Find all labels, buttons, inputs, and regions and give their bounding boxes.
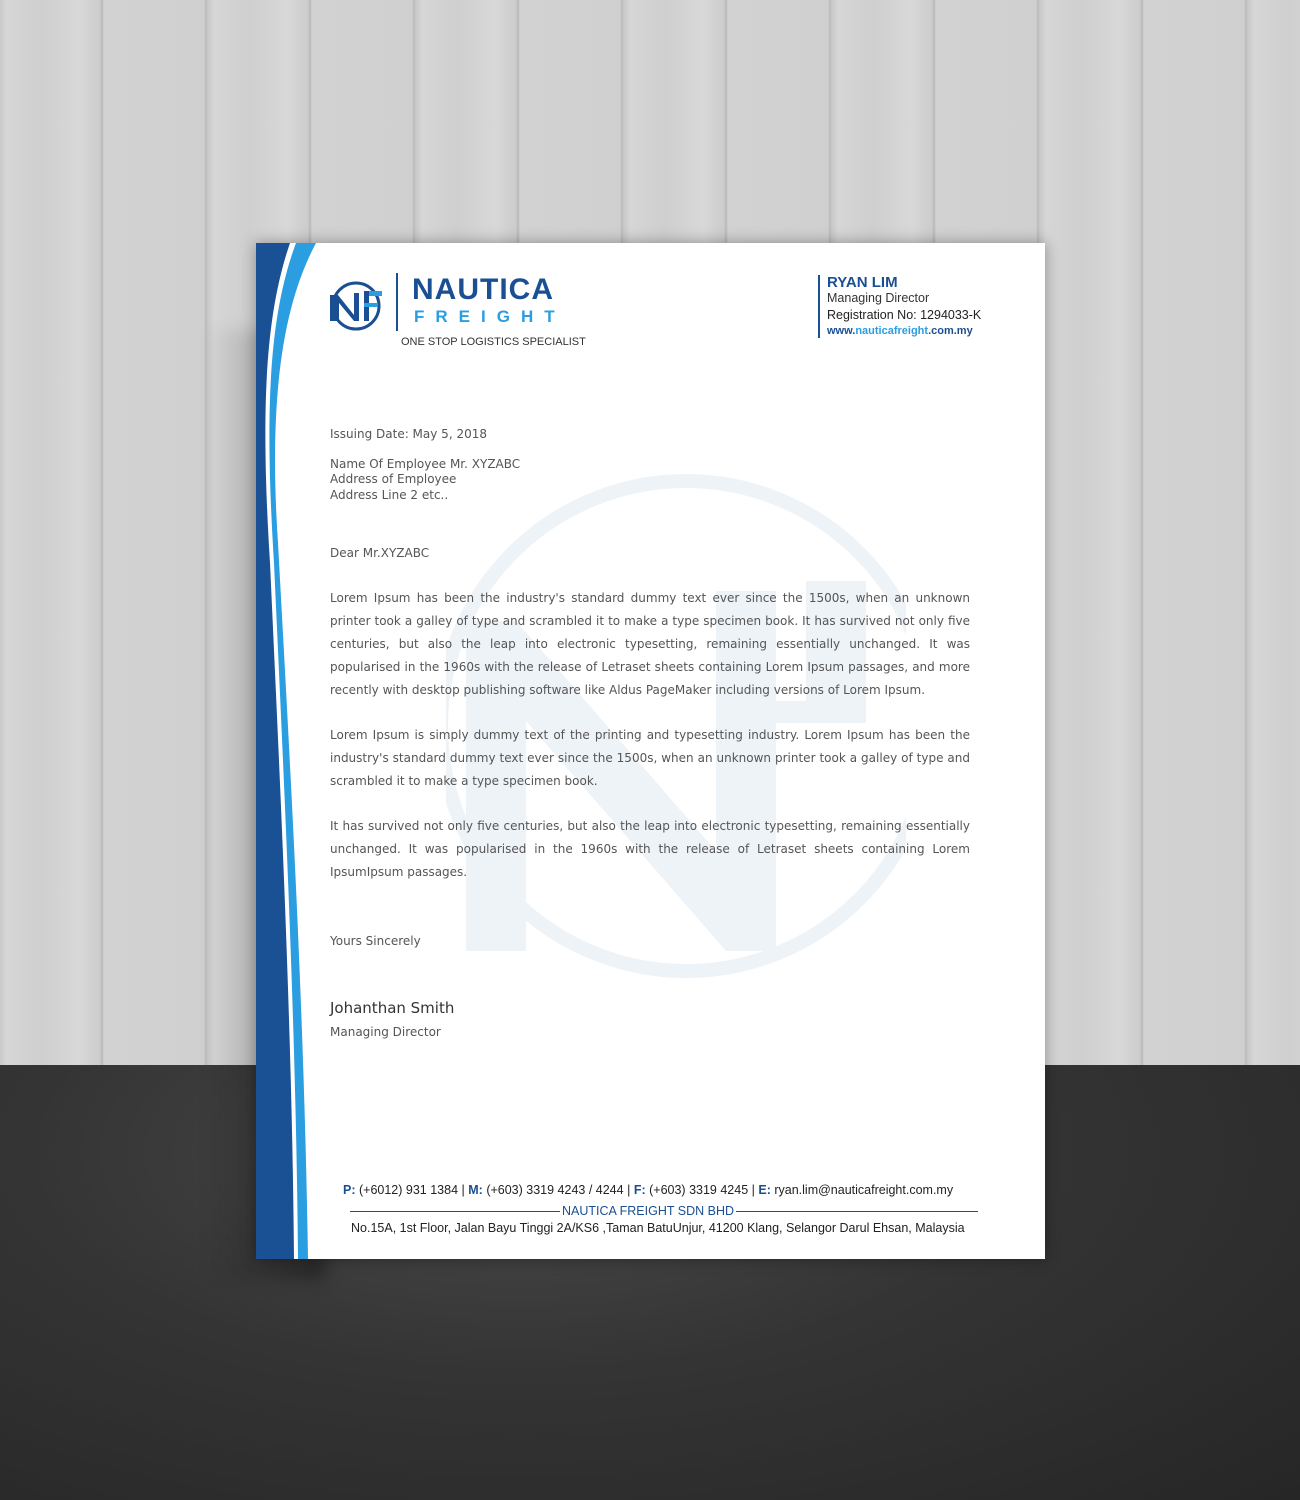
contact-role: Managing Director <box>827 291 930 305</box>
footer-address: No.15A, 1st Floor, Jalan Bayu Tinggi 2A/KS6 ,Taman BatuUnjur, 41200 Klang, Selangor Darul Ehsan, Malaysia <box>351 1221 965 1235</box>
website-suffix: .com.my <box>928 325 973 337</box>
separator: | <box>627 1183 631 1197</box>
fax-label: F: <box>633 1183 646 1197</box>
mobile-number: (+603) 3319 4243 / 4244 <box>486 1183 624 1197</box>
website-prefix: www. <box>827 325 856 337</box>
recipient-address-line-2: Address Line 2 etc.. <box>330 488 449 502</box>
letter-paragraph-1: Lorem Ipsum has been the industry's standard dummy text ever since the 1500s, when an unknown printer took a galley of type and scrambled it to make a type specimen book. It has survived not only five centuries, but also the leap into electronic typesetting, remaining essentially unchanged. It was popularised in the 1960s with the release of Letraset sheets containing Lorem Ipsum passages, and more recently with desktop publishing software like Aldus PageMaker including versions of Lorem Ipsum. <box>330 591 970 697</box>
separator: | <box>751 1183 755 1197</box>
separator: | <box>461 1183 465 1197</box>
side-wave-decoration <box>256 243 326 1259</box>
contact-name: RYAN LIM <box>827 274 898 291</box>
letterhead-page <box>256 243 1045 1259</box>
footer-rule-right <box>736 1211 978 1212</box>
issuing-date: Issuing Date: May 5, 2018 <box>330 427 487 441</box>
nf-logo-icon <box>326 281 386 331</box>
closing: Yours Sincerely <box>330 934 421 948</box>
recipient-address: Address of Employee <box>330 472 457 486</box>
website-domain: nauticafreight <box>855 325 929 337</box>
brand-subname: FREIGHT <box>414 307 566 326</box>
website-link[interactable] <box>827 324 981 338</box>
letter-paragraph-3: It has survived not only five centuries, but also the leap into electronic typesetting, remaining essentially unchanged. It was popularised in the 1960s with the release of Letraset sheets containing Lorem IpsumIpsum passages. <box>330 819 970 879</box>
footer-rule-left <box>350 1211 560 1212</box>
footer-contact-line <box>343 1183 953 1197</box>
signer-role: Managing Director <box>330 1025 441 1039</box>
phone-label: P: <box>343 1183 356 1197</box>
fax-number: (+603) 3319 4245 <box>649 1183 749 1197</box>
mobile-label: M: <box>468 1183 483 1197</box>
brand-name: NAUTICA <box>412 273 554 306</box>
phone-number: (+6012) 931 1384 <box>358 1183 459 1197</box>
salutation: Dear Mr.XYZABC <box>330 546 430 560</box>
header-contact-card <box>818 275 981 338</box>
brand-tagline: ONE STOP LOGISTICS SPECIALIST <box>401 336 586 348</box>
email-address[interactable]: ryan.lim@nauticafreight.com.my <box>774 1183 954 1197</box>
letter-paragraph-2: Lorem Ipsum is simply dummy text of the printing and typesetting industry. Lorem Ipsum has been the industry's standard dummy text ever since the 1500s, when an unknown printer took a galley of type and scrambled it to make a type specimen book. <box>330 728 970 788</box>
registration-number: Registration No: 1294033-K <box>827 308 982 322</box>
logo-divider <box>396 273 398 331</box>
signer-name: Johanthan Smith <box>330 999 455 1017</box>
recipient-name: Name Of Employee Mr. XYZABC <box>330 457 521 471</box>
email-label: E: <box>758 1183 771 1197</box>
footer-company-name: NAUTICA FREIGHT SDN BHD <box>561 1204 734 1218</box>
